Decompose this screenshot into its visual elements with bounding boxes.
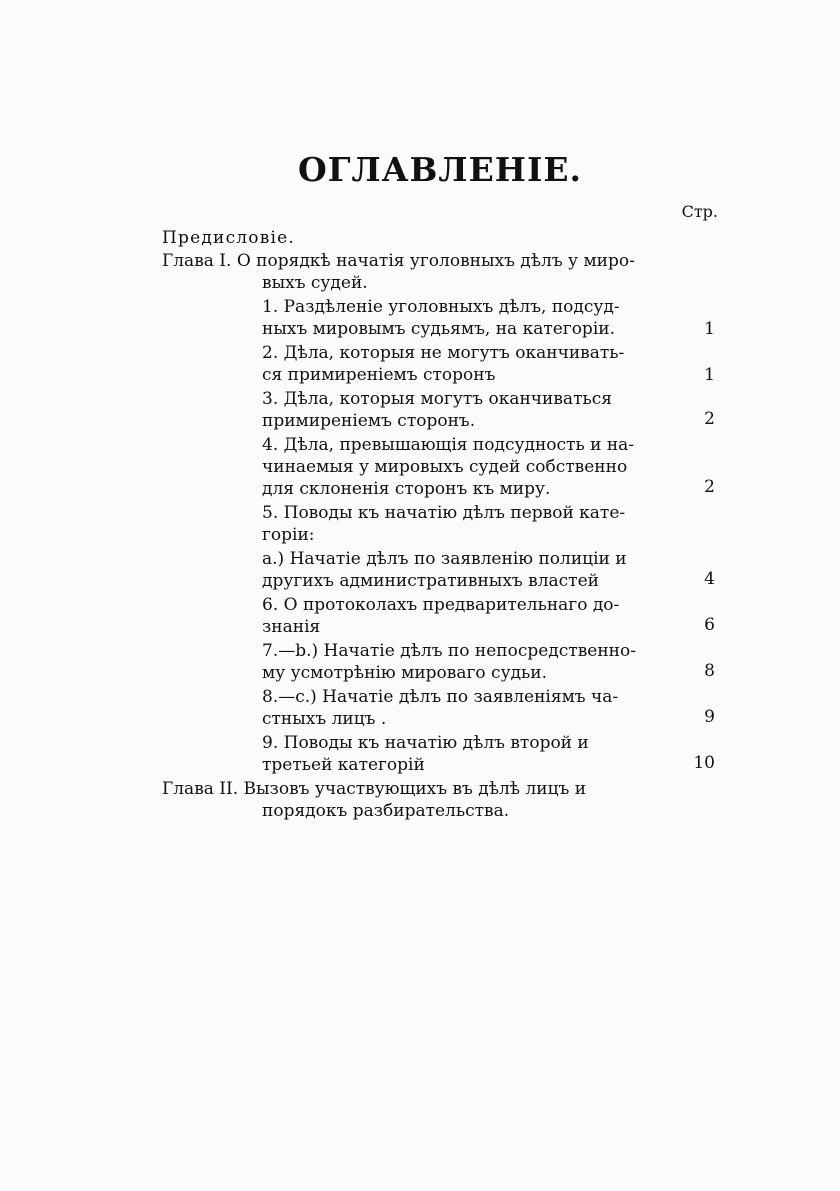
toc-entry-9-line-2: третьей категорій xyxy=(262,755,425,775)
toc-entry-6-page: 6 xyxy=(704,615,715,635)
page-title: ОГЛАВЛЕНІЕ. xyxy=(297,150,583,189)
toc-entry-5a-line-1: а.) Начатіе дѣлъ по заявленію полиціи и xyxy=(262,549,627,569)
toc-entry-5a-line-2: другихъ административныхъ властей xyxy=(262,571,599,591)
toc-chapter-2-line-2: порядокъ разбирательства. xyxy=(262,801,510,821)
toc-chapter-1-line-1: Глава I. О порядкѣ начатія уголовныхъ дѣлъ у миро- xyxy=(162,251,635,271)
toc-entry-5-line-2: горіи: xyxy=(262,525,315,545)
toc-entry-7-line-1: 7.—b.) Начатіе дѣлъ по непосредственно- xyxy=(262,641,636,661)
toc-entry-7-line-2: му усмотрѣнію мироваго судьи. xyxy=(262,663,548,683)
toc-entry-2-line-2: ся примиреніемъ сторонъ xyxy=(262,365,496,385)
toc-entry-3-line-2: примиреніемъ сторонъ. xyxy=(262,411,476,431)
toc-entry-2-page: 1 xyxy=(704,365,715,385)
toc-entry-3-page: 2 xyxy=(704,409,715,429)
toc-entry-4-line-2: чинаемыя у мировыхъ судей собственно xyxy=(262,457,628,477)
toc-entry-6-line-2: знанія xyxy=(262,617,321,637)
toc-entry-9-line-1: 9. Поводы къ начатію дѣлъ второй и xyxy=(262,733,589,753)
toc-entry-9-page: 10 xyxy=(693,753,715,773)
toc-chapter-2-line-1: Глава II. Вызовъ участвующихъ въ дѣлѣ лицъ и xyxy=(162,779,587,799)
toc-entry-1-page: 1 xyxy=(704,319,715,339)
toc-entry-5a-page: 4 xyxy=(704,569,715,589)
toc-entry-preface: Предисловіе. xyxy=(162,228,295,248)
toc-entry-1-line-2: ныхъ мировымъ судьямъ, на категоріи. xyxy=(262,319,615,339)
page-column-header: Стр. xyxy=(681,202,718,221)
toc-entry-4-page: 2 xyxy=(704,477,715,497)
toc-entry-7-page: 8 xyxy=(704,661,715,681)
toc-entry-2-line-1: 2. Дѣла, которыя не могутъ оканчивать- xyxy=(262,343,625,363)
toc-entry-4-line-3: для склоненія сторонъ къ миру. xyxy=(262,479,551,499)
toc-entry-8-page: 9 xyxy=(704,707,715,727)
toc-chapter-1-line-2: выхъ судей. xyxy=(262,273,368,293)
toc-entry-8-line-1: 8.—с.) Начатіе дѣлъ по заявленіямъ ча- xyxy=(262,687,619,707)
toc-entry-8-line-2: стныхъ лицъ . xyxy=(262,709,387,729)
toc-entry-3-line-1: 3. Дѣла, которыя могутъ оканчиваться xyxy=(262,389,612,409)
toc-entry-4-line-1: 4. Дѣла, превышающія подсудность и на- xyxy=(262,435,635,455)
toc-entry-6-line-1: 6. О протоколахъ предварительнаго до- xyxy=(262,595,620,615)
toc-entry-1-line-1: 1. Раздѣленіе уголовныхъ дѣлъ, подсуд- xyxy=(262,297,620,317)
toc-entry-5-line-1: 5. Поводы къ начатію дѣлъ первой кате- xyxy=(262,503,626,523)
